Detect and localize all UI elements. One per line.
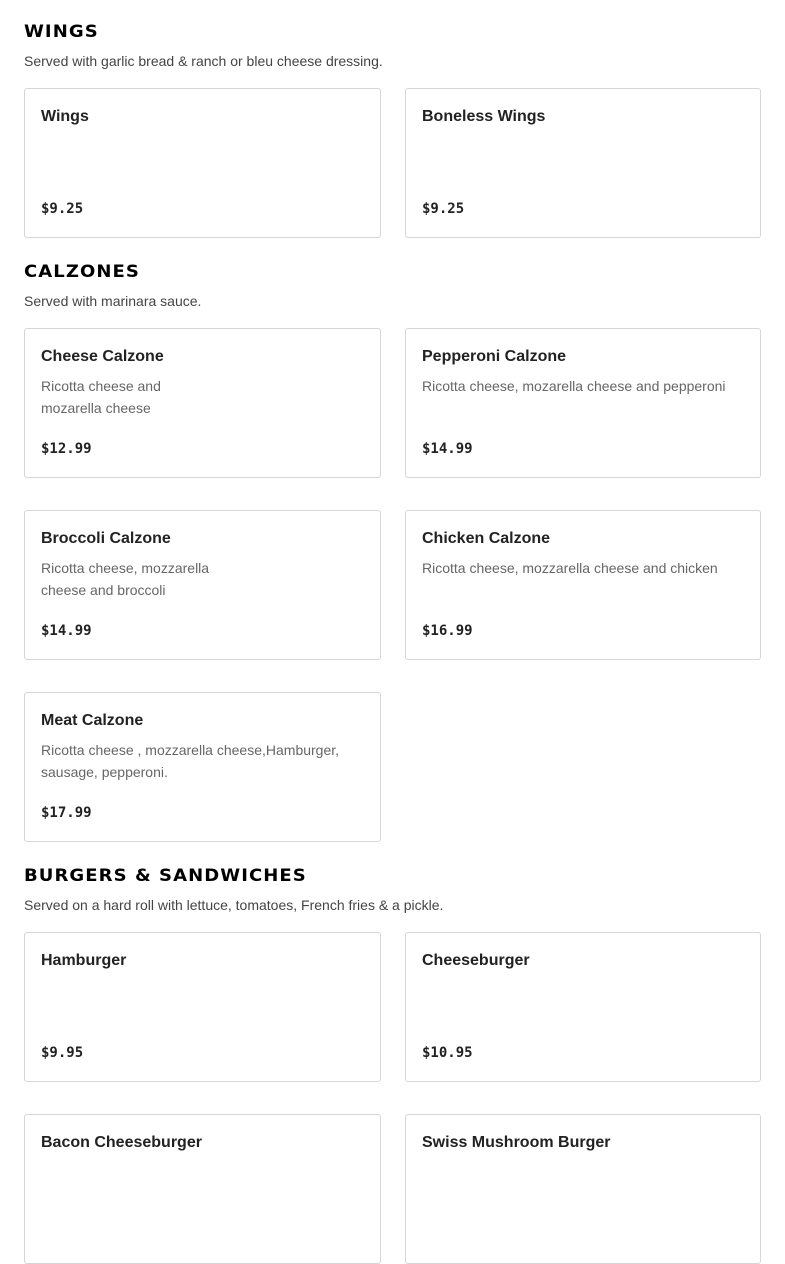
menu-item-name: Swiss Mushroom Burger (422, 1134, 611, 1151)
menu-item-price: $9.25 (422, 201, 465, 217)
menu-item-name: Cheese Calzone (41, 348, 164, 365)
section-description-calzones: Served with marinara sauce. (24, 293, 202, 309)
menu-item-name: Pepperoni Calzone (422, 348, 567, 365)
menu-item-price: $9.95 (41, 1045, 84, 1061)
menu-item-name: Boneless Wings (422, 108, 546, 125)
menu-item-name: Meat Calzone (41, 712, 144, 729)
menu-item-card[interactable] (405, 88, 761, 238)
menu-item-name: Bacon Cheeseburger (41, 1134, 202, 1151)
menu-item-card[interactable] (405, 510, 761, 660)
menu-item-price: $14.99 (422, 441, 473, 457)
menu-item-description: Ricotta cheese, mozarella cheese and pepperoni (422, 378, 726, 394)
menu-item-card[interactable] (24, 328, 381, 478)
section-description-burgers: Served on a hard roll with lettuce, tomatoes, French fries & a pickle. (24, 897, 444, 913)
menu-item-card[interactable] (405, 932, 761, 1082)
menu-item-card[interactable] (405, 1114, 761, 1264)
menu-item-card[interactable] (24, 88, 381, 238)
menu-item-description: Ricotta cheese, mozzarella cheese and chicken (422, 560, 718, 576)
menu-item-name: Broccoli Calzone (41, 530, 171, 547)
menu-item-price: $9.25 (41, 201, 84, 217)
menu-item-name: Chicken Calzone (422, 530, 551, 547)
section-title-calzones: CALZONES (24, 262, 140, 282)
menu-item-card[interactable] (24, 692, 381, 842)
menu-item-description: Ricotta cheese , mozzarella cheese,Hamburger, sausage, pepperoni. (41, 742, 340, 780)
menu-item-price: $17.99 (41, 805, 92, 821)
menu-item-card[interactable] (24, 932, 381, 1082)
menu-item-description: Ricotta cheese, mozzarella cheese and broccoli (41, 560, 210, 598)
menu-item-description: Ricotta cheese and mozarella cheese (41, 378, 161, 416)
menu-item-card[interactable] (24, 510, 381, 660)
menu-item-price: $16.99 (422, 623, 473, 639)
menu-item-name: Wings (41, 108, 89, 125)
menu-item-price: $14.99 (41, 623, 92, 639)
menu-item-name: Hamburger (41, 952, 127, 969)
menu-item-card[interactable] (24, 1114, 381, 1264)
section-title-burgers: BURGERS & SANDWICHES (24, 866, 307, 886)
menu-item-card[interactable] (405, 328, 761, 478)
menu-item-price: $10.95 (422, 1045, 473, 1061)
menu-item-name: Cheeseburger (422, 952, 530, 969)
menu-item-price: $12.99 (41, 441, 92, 457)
section-title-wings: WINGS (24, 22, 99, 42)
section-description-wings: Served with garlic bread & ranch or bleu cheese dressing. (24, 53, 383, 69)
